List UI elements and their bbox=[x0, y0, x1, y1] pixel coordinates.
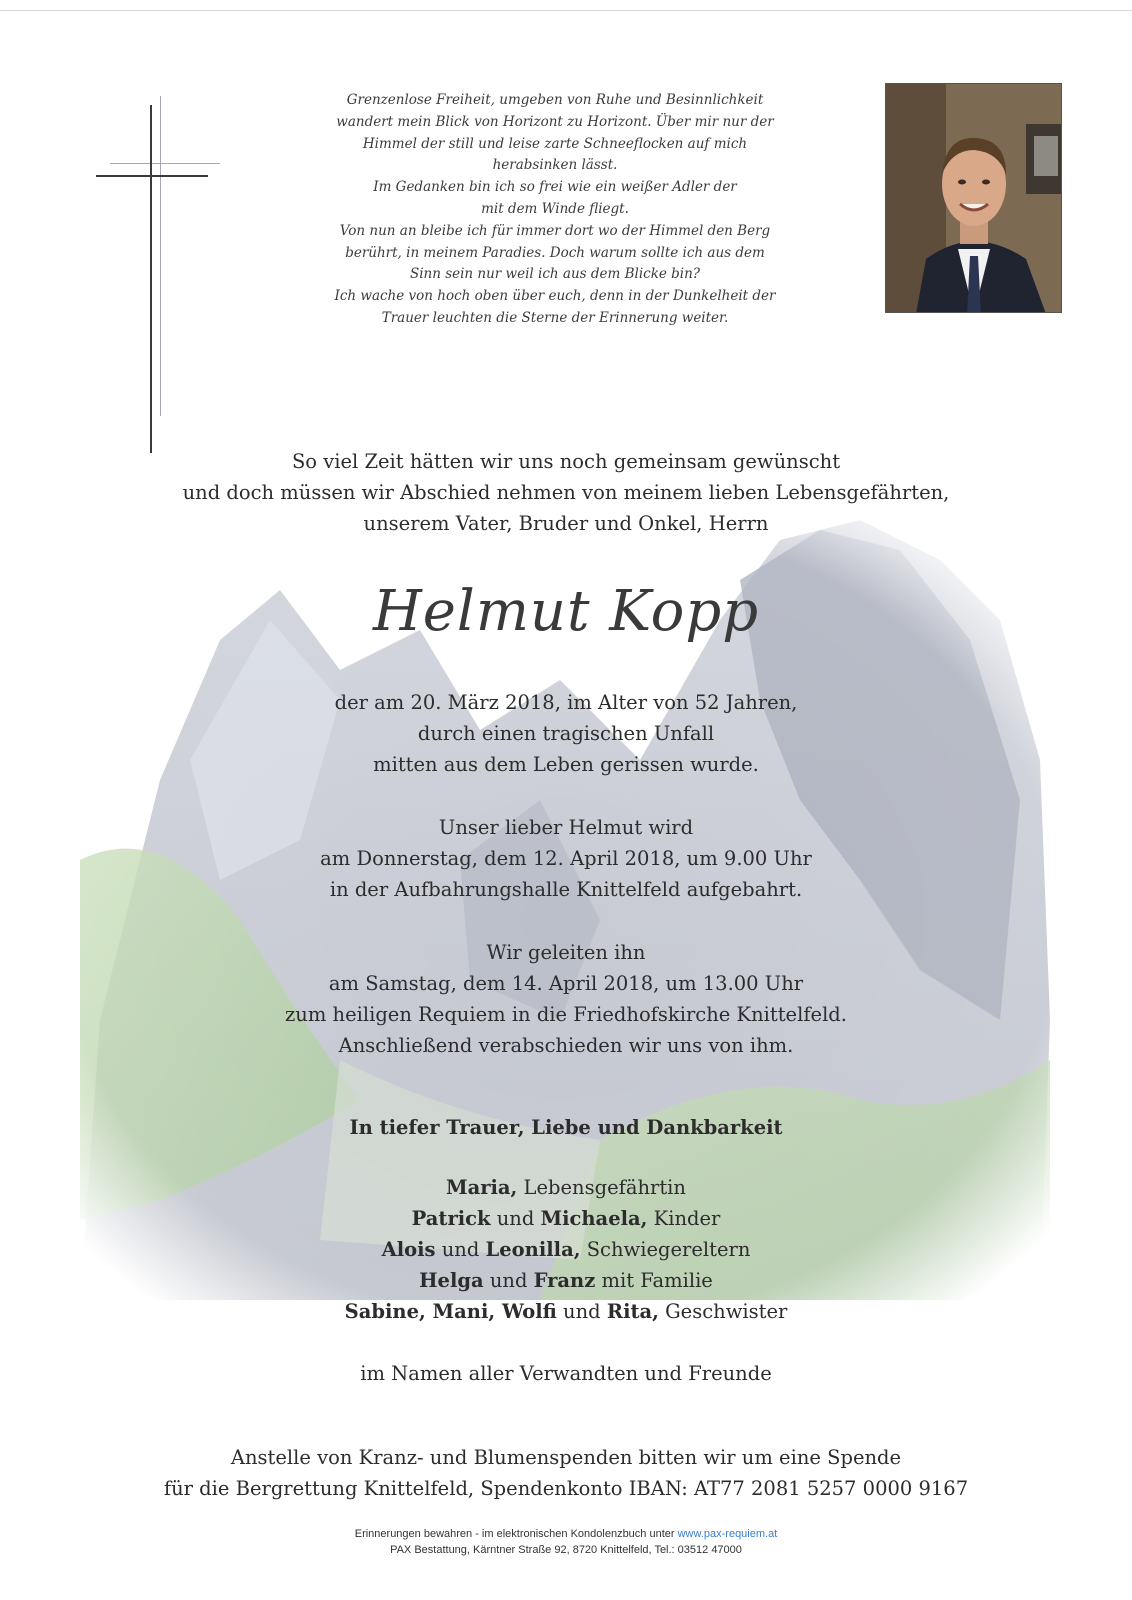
family-relation: Schwiegereltern bbox=[580, 1238, 751, 1261]
intro-line: unserem Vater, Bruder und Onkel, Herrn bbox=[363, 512, 769, 535]
poem-line: wandert mein Blick von Horizont zu Horizont. Über mir nur der bbox=[336, 113, 774, 130]
family-row bbox=[0, 1172, 1132, 1203]
viewing-line: Unser lieber Helmut wird bbox=[438, 816, 694, 839]
requiem-line: Anschließend verabschieden wir uns von ihm. bbox=[338, 1034, 794, 1057]
poem bbox=[290, 90, 820, 330]
death-line: mitten aus dem Leben gerissen wurde. bbox=[373, 753, 759, 776]
death-announcement bbox=[0, 687, 1132, 780]
family-name: Helga bbox=[419, 1269, 484, 1292]
family-relation: Geschwister bbox=[658, 1300, 788, 1323]
donation-request bbox=[0, 1442, 1132, 1504]
intro-line: So viel Zeit hätten wir uns noch gemeinsam gewünscht bbox=[291, 450, 841, 473]
family-name: Franz bbox=[533, 1269, 596, 1292]
family-row bbox=[0, 1203, 1132, 1234]
footer-condolence-line bbox=[0, 1527, 1132, 1542]
closing-line: In tiefer Trauer, Liebe und Dankbarkeit bbox=[349, 1116, 783, 1139]
family-relation: mit Familie bbox=[595, 1269, 713, 1292]
poem-line: Von nun an bleibe ich für immer dort wo der Himmel den Berg bbox=[339, 222, 771, 239]
footer-text: Erinnerungen bewahren - im elektronischen Kondolenzbuch unter bbox=[354, 1528, 678, 1540]
on-behalf-line: im Namen aller Verwandten und Freunde bbox=[360, 1362, 772, 1385]
family-name: Rita, bbox=[606, 1300, 659, 1323]
condolence-link[interactable]: www.pax-requiem.at bbox=[677, 1528, 778, 1540]
requiem-info bbox=[0, 937, 1132, 1061]
poem-line: berührt, in meinem Paradies. Doch warum sollte ich aus dem bbox=[345, 244, 765, 261]
top-rule bbox=[0, 10, 1132, 11]
poem-line: Trauer leuchten die Sterne der Erinnerung weiter. bbox=[381, 309, 729, 326]
family-connector: und bbox=[435, 1238, 486, 1261]
death-line: der am 20. März 2018, im Alter von 52 Jahren, bbox=[334, 691, 798, 714]
viewing-line: am Donnerstag, dem 12. April 2018, um 9.00 Uhr bbox=[320, 847, 812, 870]
family-name: Sabine, Mani, Wolfi bbox=[344, 1300, 557, 1323]
poem-line: Himmel der still und leise zarte Schneeflocken auf mich bbox=[362, 135, 748, 152]
family-list bbox=[0, 1172, 1132, 1327]
poem-line: Grenzenlose Freiheit, umgeben von Ruhe und Besinnlichkeit bbox=[346, 92, 764, 108]
donation-line: Anstelle von Kranz- und Blumenspenden bitten wir um eine Spende bbox=[230, 1446, 902, 1469]
family-connector: und bbox=[490, 1207, 541, 1230]
requiem-line: zum heiligen Requiem in die Friedhofskirche Knittelfeld. bbox=[284, 1003, 847, 1026]
poem-line: herabsinken lässt. bbox=[492, 157, 618, 174]
poem-line: Ich wache von hoch oben über euch, denn in der Dunkelheit der bbox=[334, 288, 776, 305]
family-row bbox=[0, 1296, 1132, 1327]
family-name: Michaela, bbox=[540, 1207, 648, 1230]
poem-line: mit dem Winde fliegt. bbox=[481, 200, 629, 217]
portrait-illustration bbox=[886, 84, 1062, 313]
viewing-line: in der Aufbahrungshalle Knittelfeld aufgebahrt. bbox=[329, 878, 803, 901]
requiem-line: am Samstag, dem 14. April 2018, um 13.00 Uhr bbox=[328, 972, 804, 995]
family-name: Patrick bbox=[411, 1207, 491, 1230]
intro-line: und doch müssen wir Abschied nehmen von meinem lieben Lebensgefährten, bbox=[182, 481, 950, 504]
family-row bbox=[0, 1265, 1132, 1296]
family-relation: Kinder bbox=[647, 1207, 721, 1230]
poem-line: Im Gedanken bin ich so frei wie ein weißer Adler der bbox=[373, 179, 737, 196]
portrait-photo bbox=[885, 83, 1062, 313]
family-connector: und bbox=[483, 1269, 534, 1292]
family-name: Maria, bbox=[446, 1176, 518, 1199]
family-relation: Lebensgefährtin bbox=[517, 1176, 686, 1199]
family-connector: und bbox=[556, 1300, 607, 1323]
family-row bbox=[0, 1234, 1132, 1265]
intro-text bbox=[0, 446, 1132, 539]
footer-address: PAX Bestattung, Kärntner Straße 92, 8720 Knittelfeld, Tel.: 03512 47000 bbox=[390, 1544, 742, 1556]
donation-line: für die Bergrettung Knittelfeld, Spendenkonto IBAN: AT77 2081 5257 0000 9167 bbox=[163, 1477, 969, 1500]
poem-line: Sinn sein nur weil ich aus dem Blicke bin? bbox=[409, 266, 701, 283]
viewing-info bbox=[0, 812, 1132, 905]
family-name: Alois bbox=[381, 1238, 436, 1261]
death-line: durch einen tragischen Unfall bbox=[417, 722, 715, 745]
deceased-name: Helmut Kopp bbox=[372, 579, 760, 644]
requiem-line: Wir geleiten ihn bbox=[486, 941, 646, 964]
family-name: Leonilla, bbox=[485, 1238, 581, 1261]
